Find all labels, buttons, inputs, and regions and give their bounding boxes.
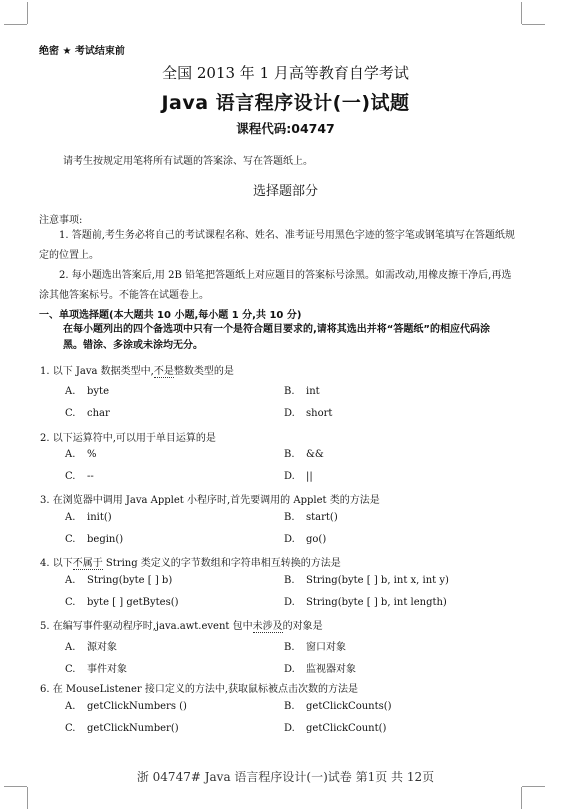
question-emphasis: 未涉及 (252, 621, 283, 632)
option-1b[interactable]: B. int (284, 386, 320, 397)
note-2: 2. 每小题选出答案后,用 2B 铅笔把答题纸上对应题目的答案标号涂黑。如需改动,用橡皮擦干净后,再选涂其他答案标号。不能答在试题卷上。 (39, 270, 512, 301)
notes-heading: 注意事项: (39, 215, 83, 226)
crop-mark-top-left-v (27, 2, 28, 24)
option-6a[interactable]: A. getClickNumbers () (65, 701, 187, 712)
question-3 (40, 491, 380, 506)
option-3b[interactable]: B. start() (284, 512, 338, 523)
crop-mark-bottom-left-h (4, 786, 27, 787)
option-6c[interactable]: C. getClickNumber() (65, 723, 179, 734)
option-4a[interactable]: A. String(byte [ ] b) (65, 575, 173, 586)
option-5a[interactable]: A. 源对象 (65, 642, 117, 653)
crop-mark-bottom-left-v (27, 787, 28, 809)
page-footer: 浙 04747# Java 语言程序设计(一)试卷 第1页 共 12页 (136, 770, 435, 784)
question-2 (40, 429, 216, 444)
option-4d[interactable]: D. String(byte [ ] b, int length) (284, 597, 447, 608)
option-5b[interactable]: B. 窗口对象 (284, 642, 346, 653)
question-6 (40, 680, 358, 695)
question-text-end: String 类定义的字节数组和字符串相互转换的方法是 (102, 558, 341, 569)
crop-mark-top-right-h (522, 24, 545, 25)
option-2a[interactable]: A. % (65, 449, 97, 460)
option-1c[interactable]: C. char (65, 408, 110, 419)
question-emphasis: 不属于 (72, 558, 103, 569)
option-6b[interactable]: B. getClickCounts() (284, 701, 392, 712)
option-2d[interactable]: D. || (284, 471, 313, 482)
course-title: Java 语言程序设计(一)试题 (161, 92, 410, 114)
question-text: 5. 在编写事件驱动程序时,java.awt.event 包中 (40, 621, 253, 632)
option-3a[interactable]: A. init() (65, 512, 112, 523)
option-3c[interactable]: C. begin() (65, 534, 124, 545)
option-3d[interactable]: D. go() (284, 534, 327, 545)
question-text: 1. 以下 Java 数据类型中, (40, 366, 154, 377)
option-2c[interactable]: C. -- (65, 471, 94, 482)
question-text: 6. 在 MouseListener 接口定义的方法中,获取鼠标被点击次数的方法是 (40, 684, 359, 695)
part1-description: 在每小题列出的四个备选项中只有一个是符合题目要求的,请将其选出并将“答题纸”的相应代码涂黑。错涂、多涂或未涂均无分。 (63, 324, 490, 351)
option-4c[interactable]: C. byte [ ] getBytes() (65, 597, 179, 608)
crop-mark-bottom-right-h (522, 786, 545, 787)
option-1d[interactable]: D. short (284, 408, 333, 419)
option-5d[interactable]: D. 监视器对象 (284, 664, 356, 675)
answer-instruction: 请考生按规定用笔将所有试题的答案涂、写在答题纸上。 (63, 156, 313, 167)
crop-mark-bottom-right-v (521, 787, 522, 809)
exam-title: 全国 2013 年 1 月高等教育自学考试 (162, 64, 409, 82)
secret-label: 绝密 ★ 考试结束前 (39, 46, 125, 57)
question-1 (40, 362, 234, 377)
question-text: 4. 以下 (40, 558, 73, 569)
option-1a[interactable]: A. byte (65, 386, 109, 397)
note-1: 1. 答题前,考生务必将自己的考试课程名称、姓名、准考证号用黑色字迹的签字笔或钢笔填写在答题纸规定的位置上。 (39, 230, 515, 261)
section-title: 选择题部分 (252, 184, 318, 199)
crop-mark-top-right-v (521, 2, 522, 24)
option-5c[interactable]: C. 事件对象 (65, 664, 127, 675)
question-text-end: 的对象是 (282, 621, 323, 632)
option-4b[interactable]: B. String(byte [ ] b, int x, int y) (284, 575, 449, 586)
option-6d[interactable]: D. getClickCount() (284, 723, 387, 734)
crop-mark-top-left-h (4, 24, 27, 25)
question-text: 2. 以下运算符中,可以用于单目运算的是 (40, 433, 216, 444)
question-text-end: 整数类型的是 (173, 366, 234, 377)
question-emphasis: 不是 (153, 366, 174, 377)
question-4 (40, 554, 341, 569)
question-text: 3. 在浏览器中调用 Java Applet 小程序时,首先要调用的 Applet 类的方法是 (40, 495, 380, 506)
part1-heading: 一、单项选择题(本大题共 10 小题,每小题 1 分,共 10 分) (39, 310, 302, 321)
question-5 (40, 617, 323, 632)
option-2b[interactable]: B. && (284, 449, 324, 460)
course-code: 课程代码:04747 (236, 121, 335, 136)
